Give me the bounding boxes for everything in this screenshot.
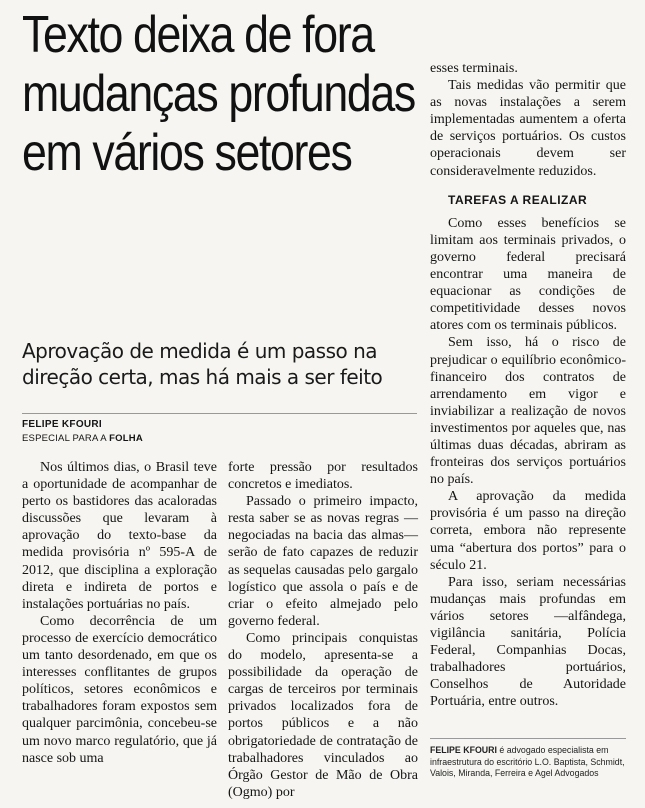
paragraph: Sem isso, há o risco de prejudicar o equilíbrio econômico-financeiro dos contratos de arrendamento em vigor e inviabilizar a realização de novos investimentos por aqueles que, nas últimas duas décadas, abriram as fronteiras dos serviços portuários no país.	[430, 335, 626, 488]
paragraph: Como decorrência de um processo de exercício democrático um tanto desordenado, em que os interesses conflitantes de grupos políticos, setores econômicos e trabalhadores foram expostos sem qualquer parcimônia, concebeu-se um novo marco regulatório, que já nasce sob uma	[22, 613, 217, 766]
headline: Texto deixa de fora mudanças profundas em vários setores	[22, 6, 415, 182]
byline-publication: FOLHA	[109, 433, 143, 444]
bio-name: FELIPE KFOURI	[430, 745, 497, 755]
author-bio	[430, 745, 630, 780]
paragraph: Passado o primeiro impacto, resta saber se as novas regras —negociadas na bacia das almas— serão de fato capazes de reduzir as sequelas causadas pelo gargalo logístico que assola o país e de criar o efeito almejado pelo governo federal.	[228, 494, 418, 629]
byline-author: FELIPE KFOURI	[22, 419, 103, 430]
paragraph: Nos últimos dias, o Brasil teve a oportunidade de acompanhar de perto os bastidores das acaloradas discussões que levaram à aprovação do texto-base da medida provisória nº 595-A de 2012, que disciplina a exploração direta e indireta de portos e instalações portuárias no país.	[22, 460, 217, 612]
paragraph: Tais medidas vão permitir que as novas instalações a serem implementadas aumentem a oferta de serviços portuários. Os custos operacionais devem ser consideravelmente reduzidos.	[430, 78, 626, 179]
paragraph: esses terminais.	[430, 61, 518, 76]
paragraph: forte pressão por resultados concretos e imediatos.	[228, 460, 418, 493]
byline-role-prefix: ESPECIAL PARA A	[22, 433, 107, 444]
bio-text: é advogado especialista em infraestrutura do escritório L.O. Baptista, Schmidt, Valois, Miranda, Ferreira e Agel Advogados	[430, 745, 625, 778]
byline-role	[22, 432, 143, 446]
byline-divider	[22, 413, 417, 414]
paragraph: Como principais conquistas do modelo, apresenta-se a possibilidade da operação de cargas de terceiros por terminais privados localizados fora de portos públicos e a não obrigatoriedade de contratação de trabalhadores vinculados ao Órgão Gestor de Mão de Obra (Ogmo) por	[228, 630, 418, 800]
paragraph: A aprovação da medida provisória é um passo na direção correta, embora não represente uma “abertura dos portos” para o século 21.	[430, 489, 626, 573]
body-column-1	[22, 459, 217, 767]
body-column-2	[228, 459, 418, 801]
subheadline: Aprovação de medida é um passo na direção certa, mas há mais a ser feito	[22, 339, 383, 389]
paragraph: Para isso, seriam necessárias mudanças mais profundas em vários setores —alfândega, vigilância sanitária, Polícia Federal, Companhias Docas, trabalhadores portuários, Conselhos de Autoridade Portuária, entre outros.	[430, 574, 626, 710]
bio-divider	[430, 738, 626, 739]
byline	[22, 418, 143, 446]
section-subtitle: TAREFAS A REALIZAR	[448, 192, 588, 207]
body-column-3	[430, 60, 626, 710]
paragraph: Como esses benefícios se limitam aos terminais privados, o governo federal precisará encontrar uma maneira de equacionar as condições de competitividade desses novos atores com os terminais públicos.	[430, 215, 626, 334]
